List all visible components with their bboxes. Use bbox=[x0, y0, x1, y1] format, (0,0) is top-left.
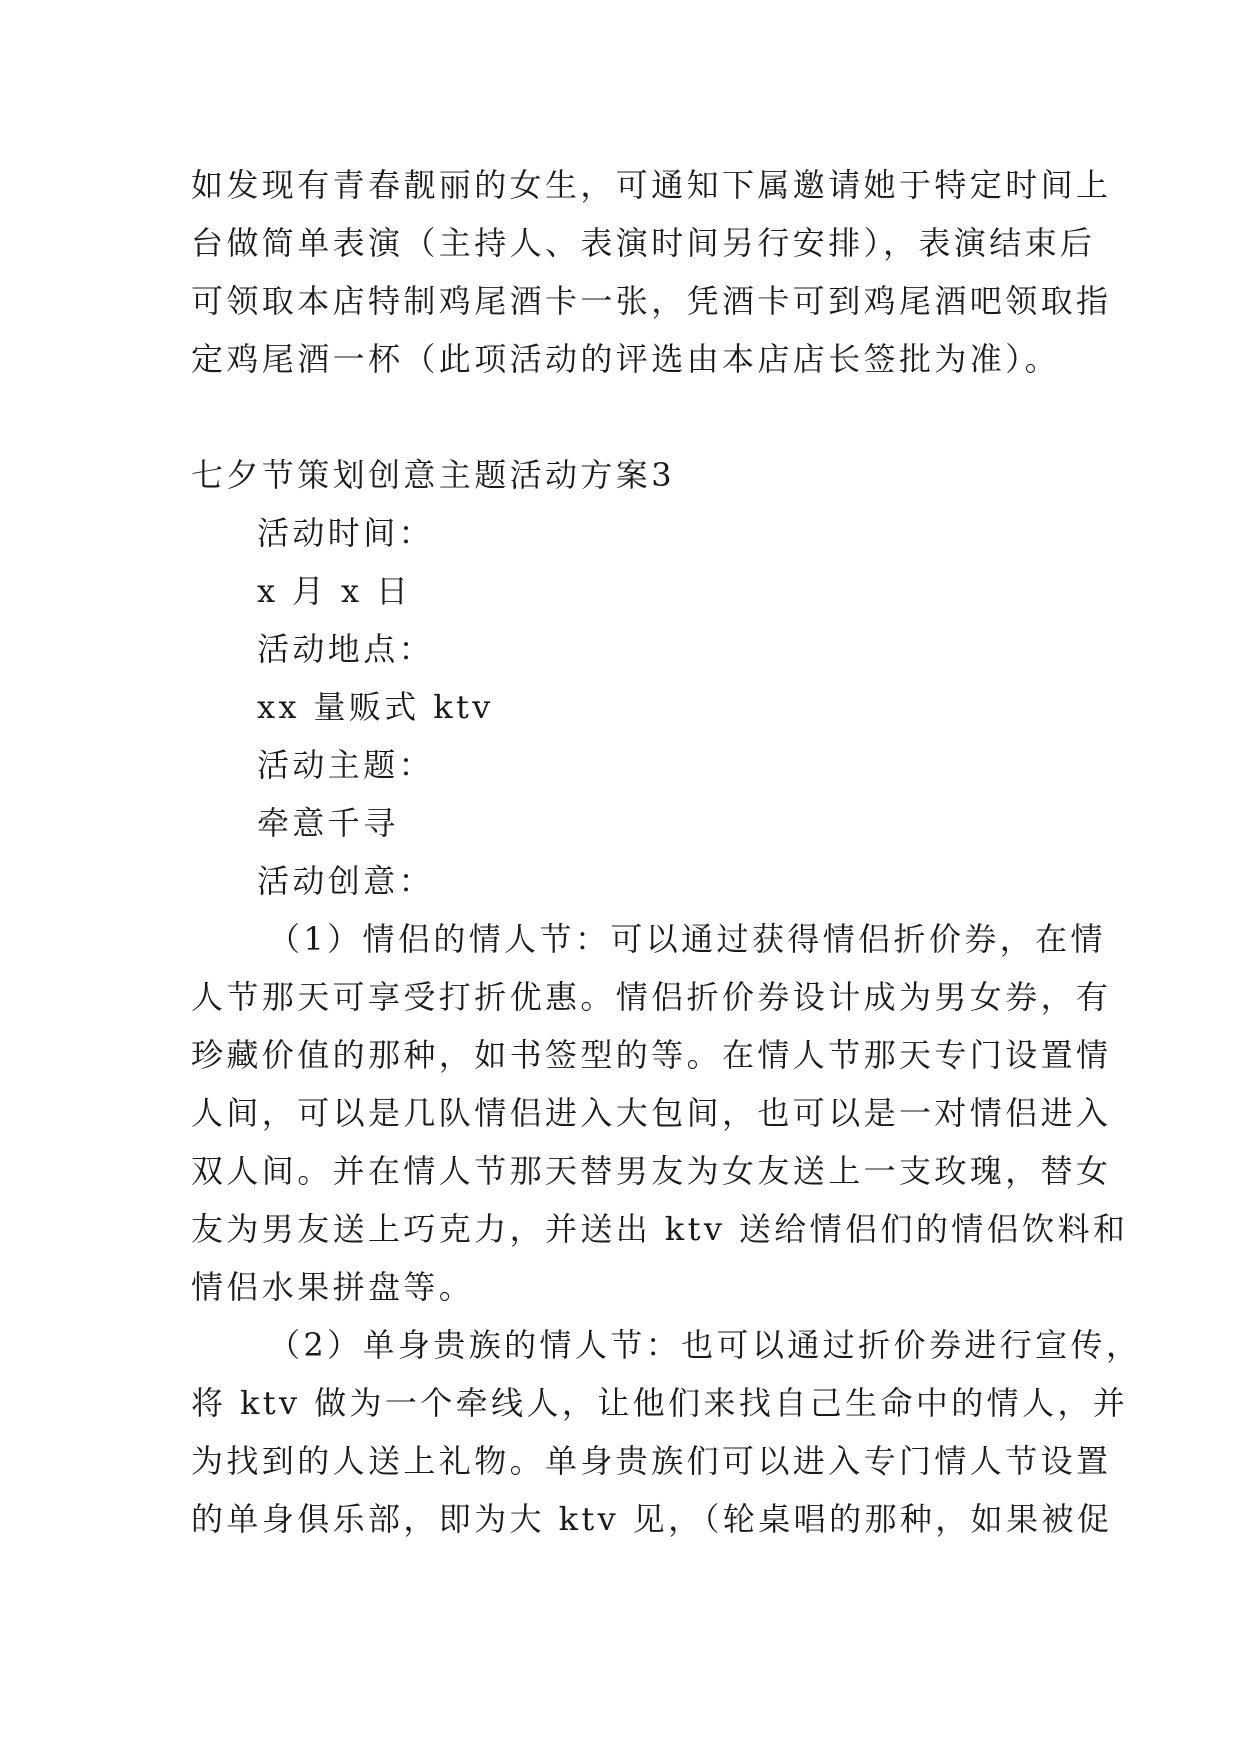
intro-line-1: 如发现有青春靓丽的女生，可通知下属邀请她于特定时间上 bbox=[191, 166, 1112, 204]
paragraph1-line-1: （1）情侣的情人节：可以通过获得情侣折价券，在情 bbox=[268, 920, 1106, 958]
intro-line-4: 定鸡尾酒一杯（此项活动的评选由本店店长签批为准）。 bbox=[191, 340, 1061, 378]
item-activity-theme-value: 牵意千寻 bbox=[257, 804, 399, 842]
item-activity-time-value: x 月 x 日 bbox=[257, 572, 412, 610]
intro-line-3: 可领取本店特制鸡尾酒卡一张，凭酒卡可到鸡尾酒吧领取指 bbox=[191, 282, 1112, 320]
paragraph2-line-3: 为找到的人送上礼物。单身贵族们可以进入专门情人节设置 bbox=[191, 1442, 1112, 1480]
item-activity-theme-label: 活动主题： bbox=[257, 746, 435, 784]
paragraph2-line-2: 将 ktv 做为一个牵线人，让他们来找自己生命中的情人，并 bbox=[191, 1384, 1129, 1422]
paragraph1-line-3: 珍藏价值的那种，如书签型的等。在情人节那天专门设置情 bbox=[191, 1036, 1112, 1074]
paragraph1-line-2: 人节那天可享受打折优惠。情侣折价券设计成为男女券，有 bbox=[191, 978, 1112, 1016]
paragraph2-line-1: （2）单身贵族的情人节：也可以通过折价券进行宣传， bbox=[268, 1326, 1142, 1364]
paragraph1-line-6: 友为男友送上巧克力，并送出 ktv 送给情侣们的情侣饮料和 bbox=[191, 1210, 1129, 1248]
paragraph1-line-4: 人间，可以是几队情侣进入大包间，也可以是一对情侣进入 bbox=[191, 1094, 1112, 1132]
section-title: 七夕节策划创意主题活动方案3 bbox=[191, 456, 675, 494]
paragraph1-line-7: 情侣水果拼盘等。 bbox=[191, 1268, 475, 1306]
item-activity-location-value: xx 量贩式 ktv bbox=[257, 688, 494, 726]
paragraph2-line-4: 的单身俱乐部，即为大 ktv 见，（轮桌唱的那种，如果被促 bbox=[191, 1500, 1113, 1538]
item-activity-time-label: 活动时间： bbox=[257, 514, 435, 552]
item-activity-idea-label: 活动创意： bbox=[257, 862, 435, 900]
paragraph1-line-5: 双人间。并在情人节那天替男友为女友送上一支玫瑰，替女 bbox=[191, 1152, 1112, 1190]
item-activity-location-label: 活动地点： bbox=[257, 630, 435, 668]
intro-line-2: 台做简单表演（主持人、表演时间另行安排），表演结束后 bbox=[191, 224, 1096, 262]
